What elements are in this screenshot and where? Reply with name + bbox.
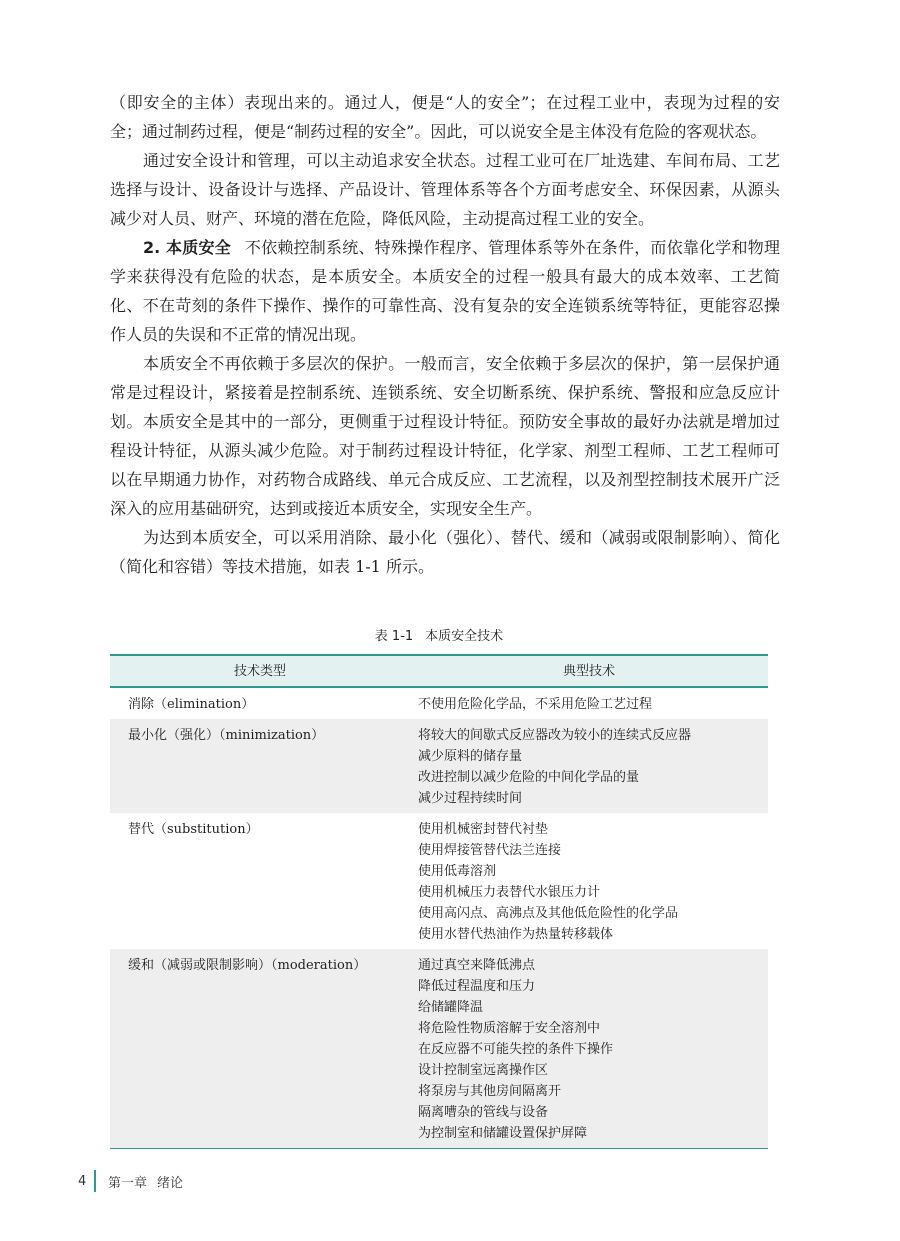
technique-item: 隔离嘈杂的管线与设备 (418, 1105, 549, 1120)
technique-item: 通过真空来降低沸点 (418, 958, 536, 973)
technique-type-cell: 最小化（强化）（minimization） (128, 728, 325, 743)
technique-type-cell: 替代（substitution） (128, 822, 259, 837)
technique-item: 将危险性物质溶解于安全溶剂中 (418, 1021, 601, 1036)
technique-item: 使用低毒溶剂 (418, 864, 497, 879)
column-header-techniques: 典型技术 (562, 663, 615, 679)
table-row (110, 687, 768, 719)
table-title: 本质安全技术 (425, 629, 504, 644)
page-number: 4 (78, 1173, 87, 1189)
technique-item: 给储罐降温 (418, 1000, 484, 1015)
technique-item: 使用焊接管替代法兰连接 (418, 843, 562, 858)
technique-item: 将泵房与其他房间隔离开 (418, 1084, 562, 1099)
typical-techniques-cell (410, 687, 768, 719)
technique-item: 设计控制室远离操作区 (418, 1063, 549, 1078)
technique-item: 改进控制以减少危险的中间化学品的量 (418, 770, 640, 785)
technique-item: 使用机械密封替代衬垫 (418, 822, 549, 837)
paragraph: 为达到本质安全，可以采用消除、最小化（强化）、替代、缓和（减弱或限制影响）、简化（简化和容错）等技术措施，如表 1-1 所示。 (110, 528, 780, 576)
table-body (110, 687, 768, 1149)
technique-item: 使用机械压力表替代水银压力计 (418, 885, 601, 900)
typical-techniques-cell (410, 813, 768, 949)
essential-safety-table (110, 654, 768, 1149)
typical-techniques-cell (410, 719, 768, 813)
technique-item: 在反应器不可能失控的条件下操作 (418, 1042, 614, 1057)
technique-item: 为控制室和储罐设置保护屏障 (418, 1126, 588, 1141)
page-footer (78, 1170, 183, 1192)
table-header-row (110, 655, 768, 687)
paragraph-text: 不依赖控制系统、特殊操作程序、管理体系等外在条件，而依靠化学和物理学来获得没有危险的状态，是本质安全。本质安全的过程一般具有最大的成本效率、工艺简化、不在苛刻的条件下操作、操作的可靠性高、没有复杂的安全连锁系统等特征，更能容忍操作人员的失误和不正常的情况出现。 (110, 238, 780, 344)
technique-type-cell: 消除（elimination） (128, 697, 255, 712)
section-heading: 2. 本质安全 (143, 238, 231, 257)
chapter-title: 绪论 (157, 1175, 184, 1191)
table-number: 表 1-1 (374, 629, 414, 644)
technique-item: 使用水替代热油作为热量转移载体 (418, 927, 614, 942)
footer-divider (94, 1170, 96, 1192)
table-row (110, 949, 768, 1149)
technique-item: 将较大的间歇式反应器改为较小的连续式反应器 (418, 728, 692, 743)
technique-item: 减少原料的储存量 (418, 749, 523, 764)
body-text (110, 88, 780, 581)
paragraph: 通过安全设计和管理，可以主动追求安全状态。过程工业可在厂址选建、车间布局、工艺选择与设计、设备设计与选择、产品设计、管理体系等各个方面考虑安全、环保因素，从源头减少对人员、财产、环境的潜在危险，降低风险，主动提高过程工业的安全。 (110, 151, 780, 228)
technique-item: 降低过程温度和压力 (418, 979, 536, 994)
column-header-type: 技术类型 (233, 663, 286, 679)
technique-item: 使用高闪点、高沸点及其他低危险性的化学品 (418, 906, 679, 921)
paragraph: 本质安全不再依赖于多层次的保护。一般而言，安全依赖于多层次的保护，第一层保护通常是过程设计，紧接着是控制系统、连锁系统、安全切断系统、保护系统、警报和应急反应计划。本质安全是其中的一部分，更侧重于过程设计特征。预防安全事故的最好办法就是增加过程设计特征，从源头减少危险。对于制药过程设计特征，化学家、剂型工程师、工艺工程师可以在早期通力协作，对药物合成路线、单元合成反应、工艺流程，以及剂型控制技术展开广泛深入的应用基础研究，达到或接近本质安全，实现安全生产。 (110, 354, 780, 518)
technique-item: 减少过程持续时间 (418, 791, 523, 806)
table-row (110, 813, 768, 949)
table-row (110, 719, 768, 813)
table-caption (110, 628, 768, 646)
paragraph: （即安全的主体）表现出来的。通过人，便是“人的安全”；在过程工业中，表现为过程的安全；通过制药过程，便是“制药过程的安全”。因此，可以说安全是主体没有危险的客观状态。 (110, 93, 780, 141)
technique-item: 不使用危险化学品，不采用危险工艺过程 (418, 697, 653, 712)
typical-techniques-cell (410, 949, 768, 1149)
chapter-label: 第一章 (108, 1175, 148, 1191)
paragraph-essential-safety (110, 233, 780, 349)
technique-type-cell: 缓和（减弱或限制影响）（moderation） (128, 958, 367, 973)
